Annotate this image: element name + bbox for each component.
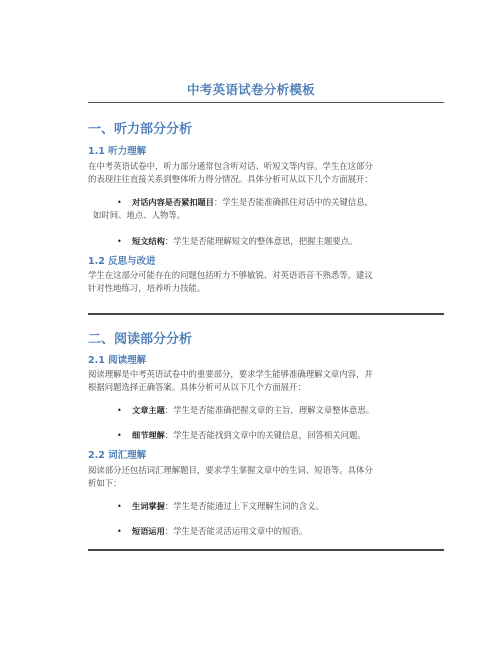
subsection-heading-reading-comprehension: 2.1 阅读理解 xyxy=(88,355,147,366)
list-item-term: 短语运用 xyxy=(132,526,165,536)
list-item-desc: ：学生是否能灵活运用文章中的短语。 xyxy=(164,526,308,536)
list-item-desc: ：学生是否能准确抓住对话中的关键信息， xyxy=(213,197,374,207)
list-item-desc: ：学生是否能准确把握文章的主旨，理解文章整体意思。 xyxy=(164,405,375,415)
paragraph-reflection xyxy=(88,269,446,295)
list-item-term: 生词掌握 xyxy=(132,501,165,511)
paragraph-vocabulary xyxy=(88,464,446,490)
paragraph-line: 阅读部分还包括词汇理解题目，要求学生掌握文章中的生词、短语等。具体分 xyxy=(88,465,373,475)
paragraph-reading-intro xyxy=(88,368,446,394)
list-item-desc: ：学生是否能找到文章中的关键信息，回答相关问题。 xyxy=(164,430,366,440)
list-item-desc: ：学生是否能通过上下文理解生词的含义。 xyxy=(164,501,324,511)
paragraph-line: 析如下： xyxy=(88,478,122,488)
list-item-term: 短文结构 xyxy=(132,236,165,246)
section-divider xyxy=(88,313,444,315)
list-item-phrase-usage xyxy=(93,525,443,538)
document-title: 中考英语试卷分析模板 xyxy=(186,82,315,97)
list-item-term: 对话内容是否紧扣题目 xyxy=(132,197,214,207)
list-item-desc: ：学生是否能理解短文的整体意思，把握主题要点。 xyxy=(164,236,358,246)
list-item-passage-structure xyxy=(93,235,443,248)
paragraph-line: 根据问题选择正确答案。具体分析可从以下几个方面展开： xyxy=(88,382,306,392)
section-heading-reading: 二、阅读部分分析 xyxy=(88,332,193,347)
section-divider xyxy=(88,549,444,551)
list-item-term: 细节理解 xyxy=(132,430,165,440)
bullet-icon: • xyxy=(117,502,122,511)
bullet-icon: • xyxy=(117,527,122,536)
paragraph-line: 在中考英语试卷中，听力部分通常包含听对话、听短文等内容。学生在这部分 xyxy=(88,161,373,171)
bullet-icon: • xyxy=(117,198,122,207)
list-item-desc-cont: 如时间、地点、人物等。 xyxy=(93,210,186,220)
paragraph-line: 学生在这部分可能存在的问题包括听力不够敏锐、对英语语音不熟悉等。建议 xyxy=(88,270,373,280)
paragraph-line: 阅读理解是中考英语试卷中的重要部分，要求学生能够准确理解文章内容，并 xyxy=(88,369,373,379)
list-item-new-words xyxy=(93,500,443,513)
list-item-dialogue-content xyxy=(93,196,443,222)
subsection-heading-vocabulary: 2.2 词汇理解 xyxy=(88,450,147,461)
paragraph-line: 针对性地练习，培养听力技能。 xyxy=(88,283,206,293)
paragraph-listening-intro xyxy=(88,160,446,186)
subsection-heading-reflection: 1.2 反思与改进 xyxy=(88,256,156,267)
subsection-heading-listening-comprehension: 1.1 听力理解 xyxy=(88,146,147,157)
bullet-icon: • xyxy=(117,406,122,415)
section-heading-listening: 一、听力部分分析 xyxy=(88,122,193,137)
paragraph-line: 的表现往往直接关系到整体听力得分情况。具体分析可从以下几个方面展开： xyxy=(88,174,373,184)
list-item-detail-understanding xyxy=(93,429,443,442)
list-item-article-theme xyxy=(93,404,443,417)
list-item-term: 文章主题 xyxy=(132,405,165,415)
bullet-icon: • xyxy=(117,431,122,440)
bullet-icon: • xyxy=(117,237,122,246)
title-divider xyxy=(88,102,444,103)
